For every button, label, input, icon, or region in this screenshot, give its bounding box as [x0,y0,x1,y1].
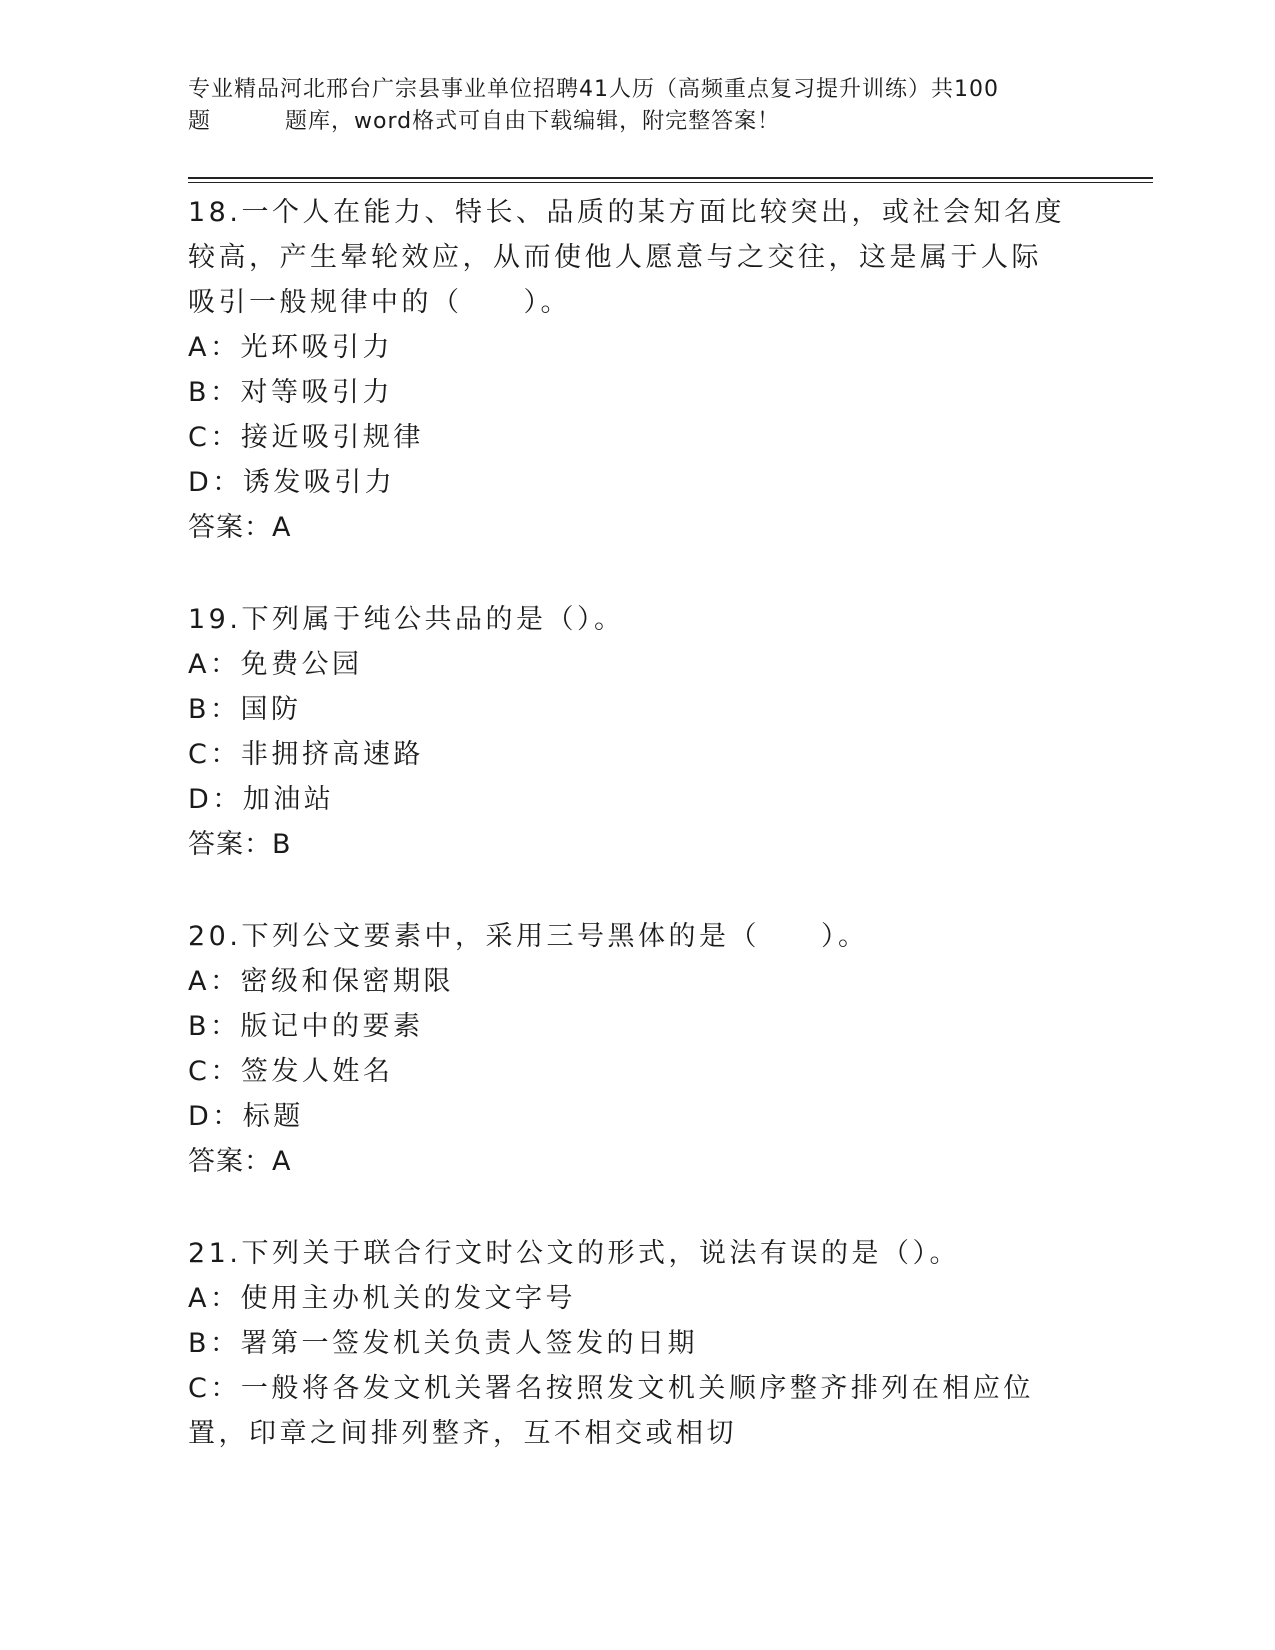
answer-line: 答案：A [188,512,292,543]
option-b: B：版记中的要素 [188,1011,424,1042]
option-d: D：诱发吸引力 [188,467,396,498]
option-a: A：光环吸引力 [188,332,393,363]
option-c: C：签发人姓名 [188,1056,394,1087]
option-a: A：使用主办机关的发文字号 [188,1283,576,1314]
question-stem: 21.下列关于联合行文时公文的形式，说法有误的是（）。 [188,1238,960,1269]
question-20 [188,914,1068,1185]
question-21 [188,1231,1068,1456]
question-18 [188,190,1068,551]
header-divider-thin [188,182,1153,183]
option-a: A：免费公园 [188,649,363,680]
header-title-line2 [188,106,1068,138]
option-c: C：接近吸引规律 [188,422,424,453]
header-title-line1: 专业精品河北邢台广宗县事业单位招聘41人历（高频重点复习提升训练）共100 [188,77,999,102]
header-title-line2-prefix: 题 [188,109,212,134]
question-stem: 18.一个人在能力、特长、品质的某方面比较突出，或社会知名度较高，产生晕轮效应，从而使他人愿意与之交往，这是属于人际吸引一般规律中的（ ）。 [188,197,1065,318]
answer-line: 答案：A [188,1146,292,1177]
question-19 [188,597,1068,868]
question-stem: 19.下列属于纯公共品的是（）。 [188,604,625,635]
option-a: A：密级和保密期限 [188,966,454,997]
header-divider-thick [188,177,1153,179]
question-list [188,190,1068,1502]
option-d: D：加油站 [188,784,335,815]
option-b: B：对等吸引力 [188,377,394,408]
option-b: B：国防 [188,694,302,725]
option-b: B：署第一签发机关负责人签发的日期 [188,1328,699,1359]
option-d: D：标题 [188,1101,304,1132]
header-title-line2-text: 题库，word格式可自由下载编辑，附完整答案！ [285,109,781,134]
document-header [188,74,1068,138]
answer-line: 答案：B [188,829,292,860]
option-c: C：一般将各发文机关署名按照发文机关顺序整齐排列在相应位置，印章之间排列整齐，互不相交或相切 [188,1373,1034,1449]
question-stem: 20.下列公文要素中，采用三号黑体的是（ ）。 [188,921,869,952]
option-c: C：非拥挤高速路 [188,739,424,770]
